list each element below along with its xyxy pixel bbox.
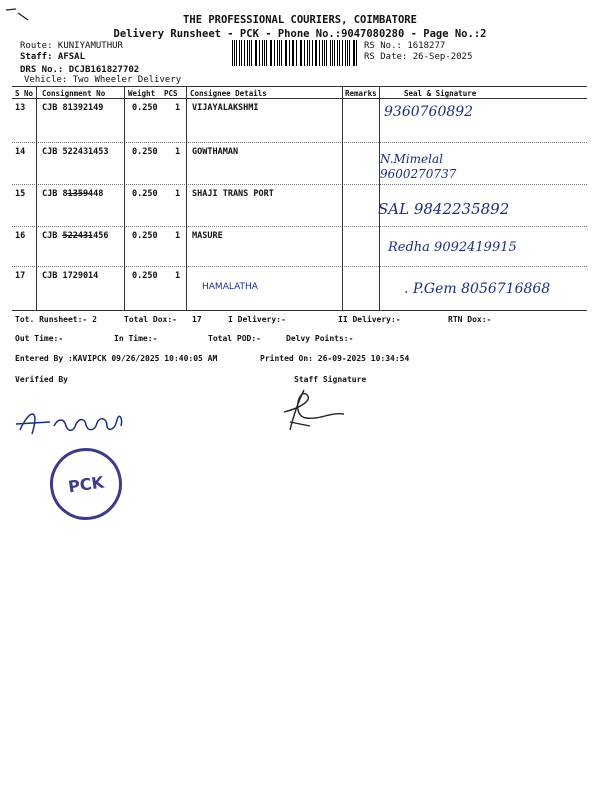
row-pcs: 1 <box>175 231 181 241</box>
total-dox-label: Total Dox:- <box>124 315 177 324</box>
staff-label: Staff: AFSAL <box>20 52 86 62</box>
rs-date: RS Date: 26-Sep-2025 <box>364 52 473 62</box>
rtn-dox: RTN Dox:- <box>448 315 492 324</box>
row-weight: 0.250 <box>132 147 158 157</box>
route-label: Route: KUNIYAMUTHUR <box>20 41 123 51</box>
row-consignee: VIJAYALAKSHMI <box>192 103 259 113</box>
handwritten-signature: Redha 9092419915 <box>388 240 517 255</box>
runsheet-subtitle: Delivery Runsheet - PCK - Phone No.:9047080280 - Page No.:2 <box>113 28 487 40</box>
row-consignment: CJB 1729014 <box>42 271 99 281</box>
delivery-table <box>12 86 587 310</box>
in-time: In Time:- <box>114 334 158 343</box>
ii-delivery: II Delivery:- <box>338 315 401 324</box>
row-sno: 13 <box>15 103 26 113</box>
verified-by: Verified By <box>15 375 68 384</box>
row-weight: 0.250 <box>132 271 158 281</box>
row-weight: 0.250 <box>132 231 158 241</box>
col-remarks: Remarks <box>345 89 377 98</box>
row-consignment: CJB 522431453 <box>42 147 109 157</box>
vehicle-label: Vehicle: Two Wheeler Delivery <box>24 75 182 85</box>
col-sno: S No <box>15 89 34 98</box>
row-sno: 14 <box>15 147 26 157</box>
handwritten-signature: . P.Gem 8056716868 <box>404 281 551 297</box>
drs-label: DRS No.: DCJB161827702 <box>20 65 140 75</box>
strike-mark <box>67 193 89 194</box>
row-consignee: MASURE <box>192 231 223 241</box>
i-delivery: I Delivery:- <box>228 315 286 324</box>
row-sno: 16 <box>15 231 26 241</box>
row-consignee: GOWTHAMAN <box>192 147 239 157</box>
out-time: Out Time:- <box>15 334 64 343</box>
row-sno: 15 <box>15 189 26 199</box>
barcode <box>232 40 360 66</box>
handwritten-signature: N.Mimelal 9600270737 <box>380 152 457 181</box>
company-title: THE PROFESSIONAL COURIERS, COIMBATORE <box>183 14 417 26</box>
verifier-signature-icon <box>10 398 140 444</box>
row-pcs: 1 <box>175 271 181 281</box>
strike-mark <box>62 235 92 236</box>
row-consignment: CJB 81392149 <box>42 103 104 113</box>
total-dox-value: 17 <box>192 315 202 324</box>
handwritten-signature: SAL 9842235892 <box>378 200 510 218</box>
col-pcs: PCS <box>164 89 178 98</box>
staff-signature-icon <box>270 386 350 436</box>
handwritten-signature: 9360760892 <box>384 104 474 120</box>
staff-signature-label: Staff Signature <box>294 375 367 384</box>
col-consignee: Consignee Details <box>190 89 267 98</box>
col-signature: Seal & Signature <box>404 89 477 98</box>
row-consignment: CJB 522431456 <box>42 231 109 241</box>
row-consignment: CJB 81359448 <box>42 189 104 199</box>
row-weight: 0.250 <box>132 103 158 113</box>
row-sno: 17 <box>15 271 26 281</box>
entered-by: Entered By :KAVIPCK 09/26/2025 10:40:05 AM <box>15 354 218 363</box>
col-weight: Weight <box>128 89 156 98</box>
handwritten-consignee: HAMALATHA <box>202 282 258 292</box>
row-pcs: 1 <box>175 189 181 199</box>
pck-stamp: PCK <box>45 443 126 524</box>
total-runsheet: Tot. Runsheet:- 2 <box>15 315 97 324</box>
rs-number: RS No.: 1618277 <box>364 41 446 51</box>
row-pcs: 1 <box>175 103 181 113</box>
delvy-points: Delvy Points:- <box>286 334 354 343</box>
row-weight: 0.250 <box>132 189 158 199</box>
row-consignee: SHAJI TRANS PORT <box>192 189 274 199</box>
row-pcs: 1 <box>175 147 181 157</box>
total-pod: Total POD:- <box>208 334 261 343</box>
verifier-signature-text <box>0 0 1 1</box>
col-consignment: Consignment No <box>42 89 106 98</box>
printed-on: Printed On: 26-09-2025 10:34:54 <box>260 354 410 363</box>
